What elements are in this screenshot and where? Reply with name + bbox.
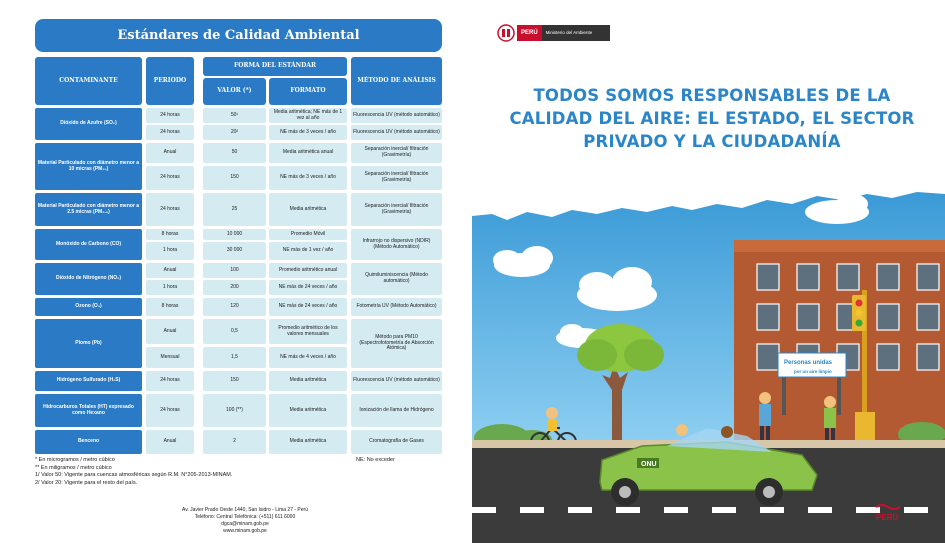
address-block <box>150 507 340 535</box>
formato-cell: Promedio aritmético de los valores mensuales <box>269 319 347 344</box>
formato-cell: NE más de 24 veces / año <box>269 298 347 316</box>
pollutant-no2: Dióxido de Nitrógeno (NO₂) <box>35 263 142 295</box>
header-valor: VALOR (*) <box>203 78 266 105</box>
formato-cell: Media aritmética anual <box>269 143 347 163</box>
ministry-logo <box>495 22 610 44</box>
valor-cell: 100 <box>203 263 266 278</box>
periodo-cell: 24 horas <box>146 371 194 391</box>
metodo-cell: Fotometría UV (Método Automático) <box>351 298 442 316</box>
footnote: 1/ Valor 50: Vigente para cuencas atmosféricas según R.M. N°205-2013-MINAM. <box>35 472 233 478</box>
valor-cell: 20² <box>203 125 266 140</box>
footnote: 2/ Valor 20: Vigente para el resto del país. <box>35 479 138 486</box>
sign-line-2: por un aire limpio <box>794 369 832 374</box>
periodo-cell: Anual <box>146 430 194 454</box>
metodo-cell: Ionización de llama de Hidrógeno <box>351 394 442 427</box>
header-periodo: PERIODO <box>146 57 194 105</box>
cloud-icon <box>577 267 657 311</box>
peru-brand-logo <box>872 503 932 523</box>
valor-cell: 200 <box>203 280 266 295</box>
metodo-cell: Fluorescencia UV (método automático) <box>351 125 442 140</box>
valor-cell: 10 000 <box>203 229 266 240</box>
periodo-cell: 1 hora <box>146 280 194 295</box>
valor-cell: 1,5 <box>203 347 266 368</box>
car-plate: ONU <box>641 461 657 468</box>
formato-cell: Media aritmética <box>269 394 347 427</box>
pollutant-o3: Ozono (O₃) <box>35 298 142 316</box>
valor-cell: 25 <box>203 193 266 226</box>
formato-cell: Media aritmética <box>269 193 347 226</box>
pollutant-co: Monóxido de Carbono (CO) <box>35 229 142 260</box>
metodo-cell: Separación inercial/ filtración (Gravimetría) <box>351 143 442 163</box>
header-contaminante: CONTAMINANTE <box>35 57 142 105</box>
cover-panel <box>472 0 945 543</box>
pollutant-so2: Dióxido de Azufre (SO₂) <box>35 108 142 140</box>
metodo-cell: Cromatografía de Gases <box>351 430 442 454</box>
periodo-cell: Anual <box>146 143 194 163</box>
coat-of-arms-icon <box>495 22 517 44</box>
valor-cell: 150 <box>203 166 266 190</box>
periodo-cell: 1 hora <box>146 242 194 260</box>
sign-line-1: Personas unidas <box>784 360 833 366</box>
city-illustration <box>472 190 945 543</box>
valor-cell: 150 <box>203 371 266 391</box>
valor-cell: 50 <box>203 143 266 163</box>
standards-title: Estándares de Calidad Ambiental <box>35 19 442 52</box>
periodo-cell: Anual <box>146 263 194 278</box>
logo-peru-text: PERÚ <box>517 25 542 41</box>
metodo-cell: Método para PM10 (Espectrofotometría de Absorción Atómica) <box>351 319 442 368</box>
formato-cell: NE más de 3 veces / año <box>269 125 347 140</box>
standards-panel <box>0 0 472 543</box>
email-link[interactable]: dgca@minam.gob.pe <box>221 521 269 527</box>
footnote: * En microgramos / metro cúbico <box>35 457 115 463</box>
periodo-cell: Mensual <box>146 347 194 368</box>
formato-cell: Media aritmética <box>269 430 347 454</box>
pollutant-pb: Plomo (Pb) <box>35 319 142 368</box>
metodo-cell: Infrarrojo no dispersivo (NDIR) (Método Automático) <box>351 229 442 260</box>
cover-title: TODOS SOMOS RESPONSABLES DE LA CALIDAD DEL AIRE: EL ESTADO, EL SECTOR PRIVADO Y LA CIUDADANÍA <box>509 86 915 151</box>
periodo-cell: 8 horas <box>146 298 194 316</box>
formato-cell: NE más de 24 veces / año <box>269 280 347 295</box>
header-formato: FORMATO <box>269 78 347 105</box>
header-forma: FORMA DEL ESTÁNDAR <box>203 57 347 76</box>
valor-cell: 0,5 <box>203 319 266 344</box>
valor-cell: 100 (**) <box>203 394 266 427</box>
valor-cell: 30 000 <box>203 242 266 260</box>
periodo-cell: Anual <box>146 319 194 344</box>
formato-cell: Promedio Móvil <box>269 229 347 240</box>
pollutant-h2s: Hidrógeno Sulfurado (H₂S) <box>35 371 142 391</box>
metodo-cell: Separación inercial/ filtración (Gravimetría) <box>351 166 442 190</box>
periodo-cell: 24 horas <box>146 394 194 427</box>
valor-cell: 50¹ <box>203 108 266 123</box>
peru-logo-text: PERÚ <box>876 513 899 522</box>
formato-cell: NE más de 3 veces / año <box>269 166 347 190</box>
pollutant-ht: Hidrocarburos Totales (HT) expresado como Hexano <box>35 394 142 427</box>
periodo-cell: 8 horas <box>146 229 194 240</box>
formato-cell: NE más de 4 veces / año <box>269 347 347 368</box>
periodo-cell: 24 horas <box>146 125 194 140</box>
header-metodo: MÉTODO DE ANÁLISIS <box>351 57 442 105</box>
formato-cell: NE más de 1 vez / año <box>269 242 347 260</box>
metodo-cell: Separación inercial/ filtración (Gravimetría) <box>351 193 442 226</box>
logo-ministry-text: Ministerio del Ambiente <box>542 25 610 41</box>
valor-cell: 2 <box>203 430 266 454</box>
valor-cell: 120 <box>203 298 266 316</box>
metodo-cell: Fluorescencia UV (método automático) <box>351 108 442 123</box>
periodo-cell: 24 horas <box>146 166 194 190</box>
phone-line: Teléfono: Central Telefónica: (+511) 611 6000 <box>194 514 296 520</box>
pollutant-benceno: Benceno <box>35 430 142 454</box>
footnote: ** En miligramos / metro cúbico <box>35 464 112 471</box>
formato-cell: Media aritmética; NE más de 1 vez al año <box>269 108 347 123</box>
pollutant-pm25: Material Particulado con diámetro menor a 2.5 micras (PM₂.₅) <box>35 193 142 226</box>
periodo-cell: 24 horas <box>146 193 194 226</box>
footnotes <box>35 457 335 487</box>
address-line: Av. Javier Prado Oeste 1440, San Isidro - Lima 27 - Perú <box>182 507 308 513</box>
website-link[interactable]: www.minam.gob.pe <box>223 528 267 534</box>
metodo-cell: Fluorescencia UV (método automático) <box>351 371 442 391</box>
formato-cell: Media aritmética <box>269 371 347 391</box>
periodo-cell: 24 horas <box>146 108 194 123</box>
peru-logo-icon <box>872 503 932 523</box>
formato-cell: Promedio aritmético anual <box>269 263 347 278</box>
ne-note: NE: No exceder <box>356 457 395 463</box>
pollutant-pm10: Material Particulado con diámetro menor a 10 micras (PM₁₀) <box>35 143 142 190</box>
metodo-cell: Quimiluminiscencia (Método automático) <box>351 263 442 295</box>
